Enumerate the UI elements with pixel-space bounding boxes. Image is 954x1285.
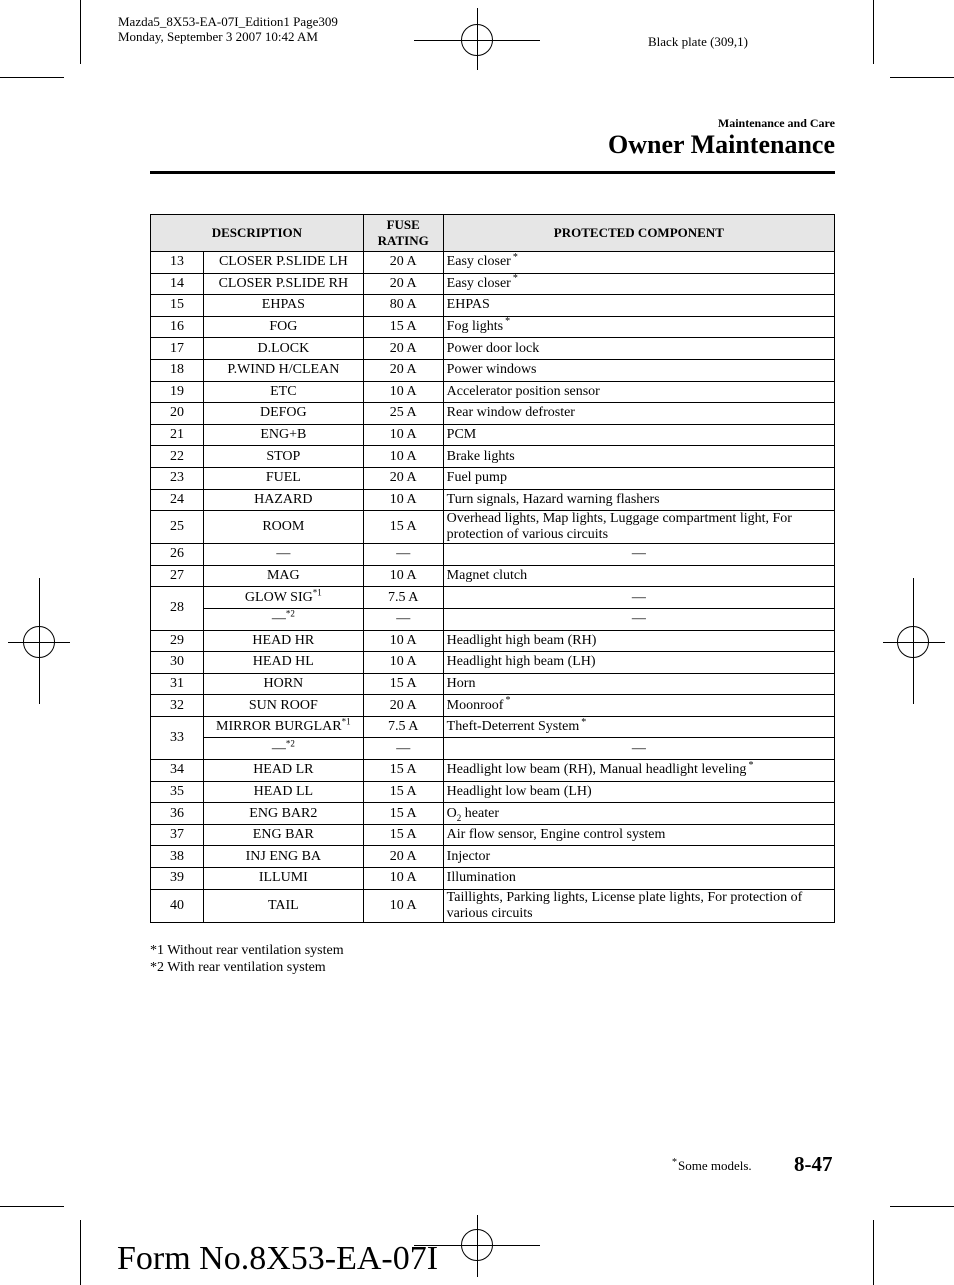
fuse-description: ENG BAR2 [203, 803, 363, 825]
fuse-description: HEAD HR [203, 630, 363, 652]
protected-component [443, 695, 834, 717]
fuse-description: HAZARD [203, 489, 363, 511]
fuse-number: 35 [151, 781, 204, 803]
plate-label: Black plate (309,1) [648, 34, 748, 49]
subscript: 2 [456, 812, 462, 823]
asterisk-icon: * [512, 273, 518, 285]
crop-mark [873, 0, 874, 64]
fuse-rating: 20 A [363, 846, 443, 868]
fuse-rating: — [363, 544, 443, 566]
form-number: Form No.8X53-EA-07I [117, 1240, 439, 1277]
component-text: Theft-Deterrent System [446, 719, 580, 735]
fuse-description: MAG [203, 565, 363, 587]
fuse-rating: 10 A [363, 424, 443, 446]
fuse-rating: 10 A [363, 889, 443, 922]
footnote-ref: *2 [285, 738, 295, 749]
protected-component: — [443, 738, 834, 760]
fuse-description: DEFOG [203, 403, 363, 425]
fuse-rating: 10 A [363, 630, 443, 652]
protected-component: Accelerator position sensor [443, 381, 834, 403]
fuse-number: 28 [151, 587, 204, 630]
fuse-description: STOP [203, 446, 363, 468]
fuse-number: 29 [151, 630, 204, 652]
fuse-table [150, 214, 835, 923]
fuse-description [203, 738, 363, 760]
fuse-rating: 20 A [363, 252, 443, 274]
fuse-rating: — [363, 738, 443, 760]
table-row [151, 716, 835, 738]
protected-component: EHPAS [443, 295, 834, 317]
description-text: MIRROR BURGLAR [216, 719, 342, 735]
table-row [151, 359, 835, 381]
table-row [151, 295, 835, 317]
fuse-rating: 25 A [363, 403, 443, 425]
protected-component: Overhead lights, Map lights, Luggage compartment light, For protection of various circuits [443, 511, 834, 544]
fuse-description: D.LOCK [203, 338, 363, 360]
table-row [151, 630, 835, 652]
table-row [151, 608, 835, 630]
fuse-description: CLOSER P.SLIDE RH [203, 273, 363, 295]
fuse-number: 19 [151, 381, 204, 403]
fuse-rating: 15 A [363, 781, 443, 803]
fuse-description [203, 608, 363, 630]
protected-component: Taillights, Parking lights, License plate lights, For protection of various circuits [443, 889, 834, 922]
some-models-note [672, 1158, 752, 1174]
fuse-number: 40 [151, 889, 204, 922]
fuse-number: 15 [151, 295, 204, 317]
protected-component: Horn [443, 673, 834, 695]
table-row [151, 824, 835, 846]
fuse-number: 22 [151, 446, 204, 468]
protected-component: Illumination [443, 868, 834, 890]
protected-component: — [443, 608, 834, 630]
component-text: Moonroof [446, 697, 504, 713]
table-row [151, 381, 835, 403]
table-row [151, 652, 835, 674]
protected-component: Power door lock [443, 338, 834, 360]
fuse-number: 31 [151, 673, 204, 695]
fuse-description: EHPAS [203, 295, 363, 317]
fuse-description [203, 716, 363, 738]
protected-component [443, 252, 834, 274]
fuse-number: 39 [151, 868, 204, 890]
fuse-number: 18 [151, 359, 204, 381]
footnote-ref: *1 [312, 586, 322, 597]
fuse-description: HEAD LR [203, 760, 363, 782]
table-row [151, 338, 835, 360]
table-row [151, 673, 835, 695]
asterisk-icon: * [672, 1156, 677, 1168]
title-rule [150, 171, 835, 174]
table-row [151, 403, 835, 425]
fuse-rating: 15 A [363, 673, 443, 695]
registration-circle [897, 626, 929, 658]
protected-component: — [443, 587, 834, 609]
fuse-description: HEAD HL [203, 652, 363, 674]
fuse-rating: 80 A [363, 295, 443, 317]
fuse-number: 26 [151, 544, 204, 566]
page-number: 8-47 [794, 1152, 833, 1176]
print-date-line: Monday, September 3 2007 10:42 AM [118, 29, 318, 44]
table-row [151, 868, 835, 890]
crop-mark [0, 1206, 64, 1207]
crop-mark [80, 0, 81, 64]
header-protected-component: PROTECTED COMPONENT [443, 215, 834, 252]
table-row [151, 446, 835, 468]
protected-component: Headlight high beam (LH) [443, 652, 834, 674]
protected-component [443, 760, 834, 782]
fuse-description: CLOSER P.SLIDE LH [203, 252, 363, 274]
fuse-rating: 7.5 A [363, 587, 443, 609]
table-row [151, 467, 835, 489]
fuse-description [203, 587, 363, 609]
fuse-description: HEAD LL [203, 781, 363, 803]
fuse-description: ILLUMI [203, 868, 363, 890]
crop-mark [890, 77, 954, 78]
table-row [151, 565, 835, 587]
protected-component: Fuel pump [443, 467, 834, 489]
component-text: Fog lights [446, 319, 504, 335]
protected-component: Headlight low beam (LH) [443, 781, 834, 803]
fuse-number: 32 [151, 695, 204, 717]
table-row [151, 544, 835, 566]
protected-component [443, 716, 834, 738]
fuse-description: HORN [203, 673, 363, 695]
registration-circle [23, 626, 55, 658]
protected-component [443, 316, 834, 338]
table-row [151, 489, 835, 511]
footnote-ref: *2 [285, 608, 295, 619]
header-fuse-line2: RATING [377, 233, 429, 248]
registration-circle [461, 24, 493, 56]
table-row [151, 273, 835, 295]
asterisk-icon: * [581, 716, 587, 728]
crop-mark [0, 77, 64, 78]
crop-mark [80, 1220, 81, 1285]
protected-component [443, 803, 834, 825]
registration-circle [461, 1229, 493, 1261]
protected-component: Injector [443, 846, 834, 868]
footnote-ref: *1 [341, 716, 351, 727]
fuse-rating: 10 A [363, 381, 443, 403]
asterisk-icon: * [505, 316, 511, 328]
fuse-rating: 20 A [363, 467, 443, 489]
fuse-description: P.WIND H/CLEAN [203, 359, 363, 381]
table-row [151, 889, 835, 922]
fuse-rating: 20 A [363, 359, 443, 381]
section-label: Maintenance and Care [717, 116, 835, 130]
fuse-rating: 15 A [363, 316, 443, 338]
print-file-line: Mazda5_8X53-EA-07I_Edition1 Page309 [118, 14, 338, 29]
table-header-row [151, 215, 835, 252]
component-text: O [446, 805, 457, 821]
fuse-number: 30 [151, 652, 204, 674]
fuse-description: FUEL [203, 467, 363, 489]
fuse-rating: 7.5 A [363, 716, 443, 738]
fuse-number: 24 [151, 489, 204, 511]
fuse-number: 21 [151, 424, 204, 446]
table-row [151, 760, 835, 782]
fuse-number: 37 [151, 824, 204, 846]
fuse-number: 14 [151, 273, 204, 295]
fuse-rating: 15 A [363, 511, 443, 544]
protected-component: — [443, 544, 834, 566]
table-row [151, 781, 835, 803]
fuse-description: FOG [203, 316, 363, 338]
fuse-description: ETC [203, 381, 363, 403]
protected-component: PCM [443, 424, 834, 446]
component-text: Easy closer [446, 275, 511, 291]
table-row [151, 252, 835, 274]
fuse-rating: 15 A [363, 803, 443, 825]
fuse-description: ENG BAR [203, 824, 363, 846]
component-text: heater [461, 805, 499, 821]
asterisk-icon: * [512, 251, 518, 263]
table-row [151, 511, 835, 544]
table-row [151, 316, 835, 338]
fuse-number: 20 [151, 403, 204, 425]
table-row [151, 803, 835, 825]
description-text: — [271, 611, 286, 627]
footnote-1: *1 Without rear ventilation system [150, 943, 344, 958]
fuse-rating: 20 A [363, 273, 443, 295]
component-text: Easy closer [446, 254, 511, 270]
page-title: Owner Maintenance [608, 130, 835, 159]
fuse-rating: 20 A [363, 338, 443, 360]
header-fuse-line1: FUSE [386, 217, 420, 232]
fuse-number: 33 [151, 716, 204, 759]
description-text: GLOW SIG [244, 589, 313, 605]
table-row [151, 695, 835, 717]
asterisk-icon: * [505, 694, 511, 706]
header-fuse-rating [363, 215, 443, 252]
fuse-description: ROOM [203, 511, 363, 544]
protected-component: Rear window defroster [443, 403, 834, 425]
crop-mark [890, 1206, 954, 1207]
fuse-rating: 10 A [363, 652, 443, 674]
print-header [118, 14, 338, 44]
fuse-description: INJ ENG BA [203, 846, 363, 868]
fuse-number: 38 [151, 846, 204, 868]
fuse-rating: 20 A [363, 695, 443, 717]
fuse-rating: 15 A [363, 760, 443, 782]
fuse-number: 25 [151, 511, 204, 544]
fuse-rating: 10 A [363, 868, 443, 890]
component-text: Headlight low beam (RH), Manual headlight leveling [446, 762, 747, 778]
protected-component: Headlight high beam (RH) [443, 630, 834, 652]
fuse-number: 23 [151, 467, 204, 489]
protected-component: Brake lights [443, 446, 834, 468]
fuse-rating: 10 A [363, 565, 443, 587]
fuse-description: SUN ROOF [203, 695, 363, 717]
description-text: — [271, 740, 286, 756]
fuse-number: 13 [151, 252, 204, 274]
footnote-2: *2 With rear ventilation system [150, 960, 326, 975]
fuse-description: — [203, 544, 363, 566]
fuse-rating: 10 A [363, 446, 443, 468]
table-row [151, 424, 835, 446]
table-row [151, 738, 835, 760]
fuse-rating: 10 A [363, 489, 443, 511]
fuse-description: ENG+B [203, 424, 363, 446]
protected-component: Turn signals, Hazard warning flashers [443, 489, 834, 511]
protected-component [443, 273, 834, 295]
some-models-text: Some models. [678, 1158, 752, 1173]
fuse-number: 16 [151, 316, 204, 338]
protected-component: Power windows [443, 359, 834, 381]
fuse-rating: — [363, 608, 443, 630]
fuse-number: 36 [151, 803, 204, 825]
header-description: DESCRIPTION [151, 215, 364, 252]
crop-mark [873, 1220, 874, 1285]
fuse-number: 34 [151, 760, 204, 782]
table-row [151, 846, 835, 868]
fuse-number: 17 [151, 338, 204, 360]
protected-component: Magnet clutch [443, 565, 834, 587]
fuse-rating: 15 A [363, 824, 443, 846]
fuse-description: TAIL [203, 889, 363, 922]
protected-component: Air flow sensor, Engine control system [443, 824, 834, 846]
table-row [151, 587, 835, 609]
fuse-number: 27 [151, 565, 204, 587]
asterisk-icon: * [748, 759, 754, 771]
